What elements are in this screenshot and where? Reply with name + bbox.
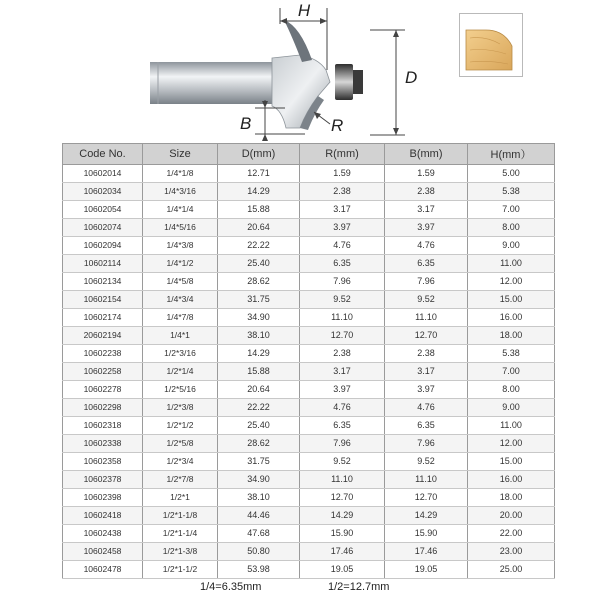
- table-row: [63, 471, 555, 489]
- cell-code: 10602174: [63, 309, 143, 327]
- table-header-row: [63, 144, 555, 165]
- unit-conversion-note: [62, 579, 554, 597]
- cell-code: 10602154: [63, 291, 143, 309]
- col-header-d: D(mm): [218, 144, 300, 165]
- cell-d: 25.40: [218, 417, 300, 435]
- cell-size: 1/4*3/4: [143, 291, 218, 309]
- table-row: [63, 255, 555, 273]
- cell-size: 1/4*5/16: [143, 219, 218, 237]
- cell-b: 14.29: [385, 507, 468, 525]
- cell-r: 6.35: [300, 417, 385, 435]
- profile-sample: [459, 13, 523, 77]
- cell-size: 1/2*1-3/8: [143, 543, 218, 561]
- col-header-b: B(mm): [385, 144, 468, 165]
- cell-r: 3.97: [300, 219, 385, 237]
- table-row: [63, 291, 555, 309]
- cell-size: 1/2*1-1/4: [143, 525, 218, 543]
- cell-h: 16.00: [468, 309, 555, 327]
- cell-d: 25.40: [218, 255, 300, 273]
- cell-code: 10602378: [63, 471, 143, 489]
- cell-code: 10602318: [63, 417, 143, 435]
- cell-h: 9.00: [468, 237, 555, 255]
- d-label: D: [405, 68, 418, 87]
- table-row: [63, 489, 555, 507]
- cell-h: 15.00: [468, 291, 555, 309]
- cell-h: 11.00: [468, 417, 555, 435]
- table-row: [63, 237, 555, 255]
- cell-b: 19.05: [385, 561, 468, 579]
- col-header-size: Size: [143, 144, 218, 165]
- cell-d: 14.29: [218, 183, 300, 201]
- cell-d: 15.88: [218, 201, 300, 219]
- cell-d: 22.22: [218, 399, 300, 417]
- cell-size: 1/4*7/8: [143, 309, 218, 327]
- cell-code: 10602134: [63, 273, 143, 291]
- cell-size: 1/2*1-1/2: [143, 561, 218, 579]
- cell-size: 1/2*5/16: [143, 381, 218, 399]
- cell-d: 20.64: [218, 381, 300, 399]
- cell-r: 6.35: [300, 255, 385, 273]
- cell-d: 34.90: [218, 309, 300, 327]
- cell-code: 10602398: [63, 489, 143, 507]
- cell-h: 5.00: [468, 165, 555, 183]
- cell-d: 28.62: [218, 435, 300, 453]
- cell-r: 7.96: [300, 273, 385, 291]
- cell-d: 47.68: [218, 525, 300, 543]
- table-row: [63, 165, 555, 183]
- router-bit-diagram: [0, 0, 600, 142]
- cell-b: 9.52: [385, 453, 468, 471]
- cell-r: 4.76: [300, 399, 385, 417]
- table-row: [63, 417, 555, 435]
- cell-r: 19.05: [300, 561, 385, 579]
- cell-b: 7.96: [385, 435, 468, 453]
- cell-code: 10602238: [63, 345, 143, 363]
- cell-code: 10602298: [63, 399, 143, 417]
- table-row: [63, 561, 555, 579]
- cell-b: 3.97: [385, 381, 468, 399]
- cell-d: 12.71: [218, 165, 300, 183]
- cell-b: 15.90: [385, 525, 468, 543]
- cell-r: 9.52: [300, 453, 385, 471]
- cell-code: 10602278: [63, 381, 143, 399]
- conversion-quarter-inch: 1/4=6.35mm: [200, 581, 262, 593]
- cell-h: 5.38: [468, 183, 555, 201]
- cell-h: 20.00: [468, 507, 555, 525]
- cell-r: 15.90: [300, 525, 385, 543]
- cell-size: 1/2*1/2: [143, 417, 218, 435]
- cell-size: 1/2*3/8: [143, 399, 218, 417]
- cell-code: 10602438: [63, 525, 143, 543]
- cell-code: 10602054: [63, 201, 143, 219]
- cell-h: 5.38: [468, 345, 555, 363]
- cell-code: 10602114: [63, 255, 143, 273]
- cell-r: 17.46: [300, 543, 385, 561]
- table-row: [63, 363, 555, 381]
- col-header-h: H(mm）: [468, 144, 555, 165]
- cell-r: 3.97: [300, 381, 385, 399]
- table-row: [63, 219, 555, 237]
- cell-size: 1/2*5/8: [143, 435, 218, 453]
- r-label: R: [331, 116, 344, 135]
- table-row: [63, 201, 555, 219]
- cell-code: 10602458: [63, 543, 143, 561]
- cell-b: 7.96: [385, 273, 468, 291]
- cell-d: 31.75: [218, 291, 300, 309]
- table-row: [63, 345, 555, 363]
- cell-b: 12.70: [385, 489, 468, 507]
- table-row: [63, 273, 555, 291]
- cell-size: 1/2*3/4: [143, 453, 218, 471]
- cell-r: 7.96: [300, 435, 385, 453]
- cell-b: 2.38: [385, 183, 468, 201]
- table-body: [63, 165, 555, 579]
- cell-b: 2.38: [385, 345, 468, 363]
- cell-r: 2.38: [300, 345, 385, 363]
- cell-code: 10602094: [63, 237, 143, 255]
- cell-h: 15.00: [468, 453, 555, 471]
- cell-h: 12.00: [468, 435, 555, 453]
- cell-size: 1/2*1/4: [143, 363, 218, 381]
- cell-code: 10602418: [63, 507, 143, 525]
- cell-b: 3.97: [385, 219, 468, 237]
- cell-h: 12.00: [468, 273, 555, 291]
- cell-b: 1.59: [385, 165, 468, 183]
- cell-h: 18.00: [468, 489, 555, 507]
- cell-h: 11.00: [468, 255, 555, 273]
- table-row: [63, 399, 555, 417]
- spec-table: [62, 143, 555, 579]
- cell-r: 12.70: [300, 327, 385, 345]
- table-row: [63, 327, 555, 345]
- cell-h: 8.00: [468, 381, 555, 399]
- h-label: H: [297, 1, 311, 20]
- cell-code: 10602074: [63, 219, 143, 237]
- cell-b: 9.52: [385, 291, 468, 309]
- cell-code: 10602358: [63, 453, 143, 471]
- cell-b: 4.76: [385, 399, 468, 417]
- cell-d: 38.10: [218, 489, 300, 507]
- cell-d: 34.90: [218, 471, 300, 489]
- cell-d: 31.75: [218, 453, 300, 471]
- table-row: [63, 381, 555, 399]
- cell-size: 1/4*1: [143, 327, 218, 345]
- cell-r: 4.76: [300, 237, 385, 255]
- col-header-code: Code No.: [63, 144, 143, 165]
- cell-h: 16.00: [468, 471, 555, 489]
- cell-size: 1/4*3/8: [143, 237, 218, 255]
- cell-h: 23.00: [468, 543, 555, 561]
- cell-d: 38.10: [218, 327, 300, 345]
- table-row: [63, 543, 555, 561]
- cell-h: 18.00: [468, 327, 555, 345]
- cell-d: 14.29: [218, 345, 300, 363]
- cell-h: 25.00: [468, 561, 555, 579]
- cell-r: 11.10: [300, 471, 385, 489]
- cell-r: 9.52: [300, 291, 385, 309]
- shank: [150, 62, 275, 104]
- cell-b: 12.70: [385, 327, 468, 345]
- cell-b: 4.76: [385, 237, 468, 255]
- cell-size: 1/2*7/8: [143, 471, 218, 489]
- cell-h: 7.00: [468, 201, 555, 219]
- cell-d: 28.62: [218, 273, 300, 291]
- cell-r: 12.70: [300, 489, 385, 507]
- cell-b: 6.35: [385, 255, 468, 273]
- cell-d: 15.88: [218, 363, 300, 381]
- cell-h: 7.00: [468, 363, 555, 381]
- conversion-half-inch: 1/2=12.7mm: [328, 581, 390, 593]
- cell-size: 1/4*1/2: [143, 255, 218, 273]
- cell-r: 2.38: [300, 183, 385, 201]
- bearing-screw: [353, 70, 363, 94]
- cell-size: 1/4*1/4: [143, 201, 218, 219]
- cell-code: 10602338: [63, 435, 143, 453]
- table-row: [63, 453, 555, 471]
- cell-code: 10602034: [63, 183, 143, 201]
- cell-b: 3.17: [385, 201, 468, 219]
- cell-d: 20.64: [218, 219, 300, 237]
- cell-r: 1.59: [300, 165, 385, 183]
- cell-size: 1/4*3/16: [143, 183, 218, 201]
- cell-code: 10602014: [63, 165, 143, 183]
- cell-r: 3.17: [300, 201, 385, 219]
- cell-b: 11.10: [385, 471, 468, 489]
- cell-b: 3.17: [385, 363, 468, 381]
- cell-h: 22.00: [468, 525, 555, 543]
- table-row: [63, 525, 555, 543]
- table-row: [63, 309, 555, 327]
- cell-d: 44.46: [218, 507, 300, 525]
- table-row: [63, 435, 555, 453]
- cell-size: 1/2*3/16: [143, 345, 218, 363]
- cell-b: 11.10: [385, 309, 468, 327]
- cell-r: 11.10: [300, 309, 385, 327]
- wood-profile-icon: [460, 14, 522, 76]
- cell-r: 14.29: [300, 507, 385, 525]
- cell-size: 1/4*1/8: [143, 165, 218, 183]
- cell-d: 50.80: [218, 543, 300, 561]
- col-header-r: R(mm): [300, 144, 385, 165]
- cell-d: 22.22: [218, 237, 300, 255]
- cell-code: 10602478: [63, 561, 143, 579]
- cell-code: 20602194: [63, 327, 143, 345]
- cell-size: 1/2*1: [143, 489, 218, 507]
- cell-size: 1/4*5/8: [143, 273, 218, 291]
- cell-size: 1/2*1-1/8: [143, 507, 218, 525]
- bearing: [335, 64, 353, 100]
- cell-h: 9.00: [468, 399, 555, 417]
- table-row: [63, 507, 555, 525]
- cell-r: 3.17: [300, 363, 385, 381]
- cell-b: 17.46: [385, 543, 468, 561]
- b-label: B: [240, 114, 252, 133]
- cell-h: 8.00: [468, 219, 555, 237]
- cell-d: 53.98: [218, 561, 300, 579]
- table-row: [63, 183, 555, 201]
- cell-code: 10602258: [63, 363, 143, 381]
- cell-b: 6.35: [385, 417, 468, 435]
